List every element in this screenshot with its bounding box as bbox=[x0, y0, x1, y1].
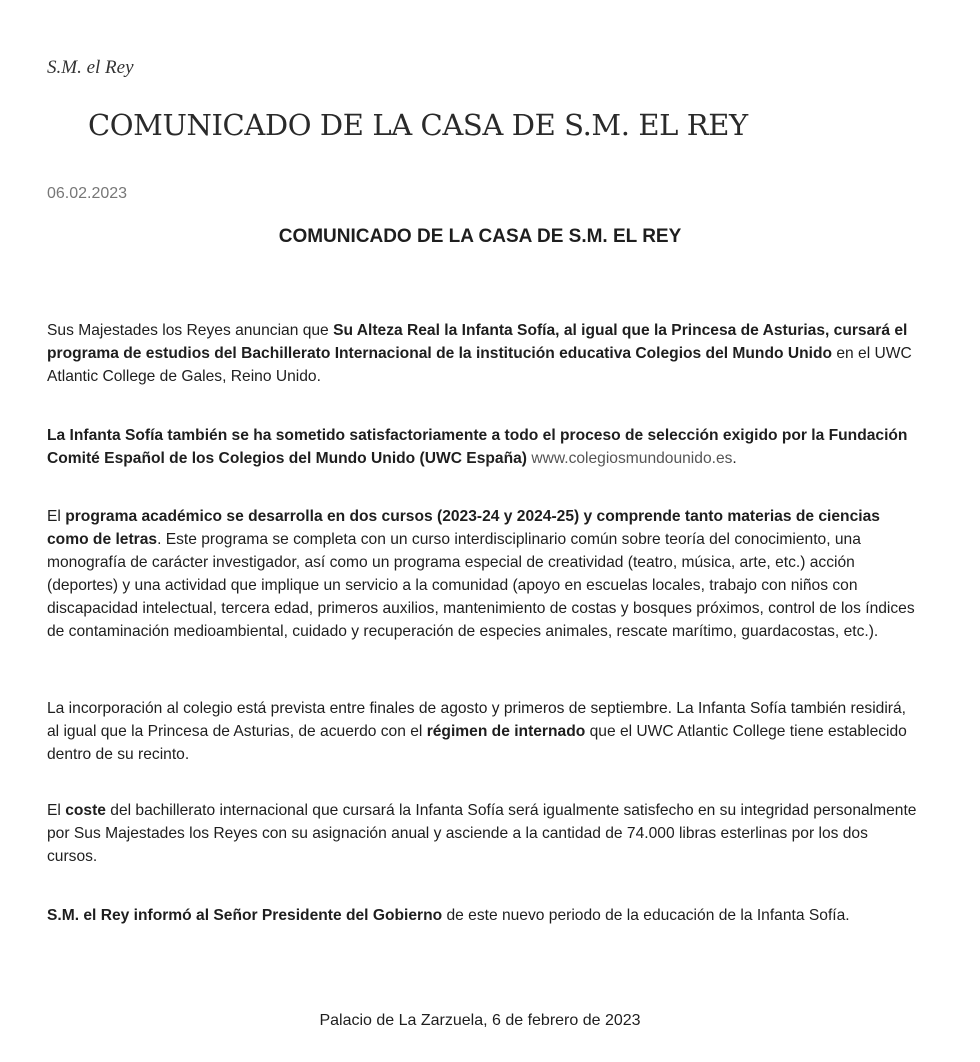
paragraph-bold: S.M. el Rey informó al Señor Presidente del Gobierno bbox=[47, 907, 443, 924]
paragraph-text: . bbox=[732, 450, 737, 467]
paragraph-government bbox=[47, 904, 917, 927]
page-title: COMUNICADO DE LA CASA DE S.M. EL REY bbox=[88, 108, 748, 142]
paragraph-text: Sus Majestades los Reyes anuncian que bbox=[47, 322, 334, 339]
paragraph-text: de este nuevo periodo de la educación de la Infanta Sofía. bbox=[442, 907, 850, 924]
publication-date: 06.02.2023 bbox=[47, 185, 128, 202]
paragraph-cost bbox=[47, 799, 917, 868]
signoff-place-date: Palacio de La Zarzuela, 6 de febrero de 2023 bbox=[319, 1012, 641, 1029]
section-kicker[interactable]: S.M. el Rey bbox=[47, 57, 134, 78]
paragraph-bold: La Infanta Sofía también se ha sometido satisfactoriamente a todo el proceso de selección exigido por la Fundación Comité Español de los Colegios del Mundo Unido (UWC España) bbox=[47, 427, 908, 467]
paragraph-bold: coste bbox=[65, 802, 106, 819]
paragraph-selection bbox=[47, 424, 917, 470]
paragraph-bold: régimen de internado bbox=[426, 723, 586, 740]
paragraph-enrollment bbox=[47, 697, 917, 766]
paragraph-text: del bachillerato internacional que cursará la Infanta Sofía será igualmente satisfecho en su integridad personalmente por Sus Majestades los Reyes con su asignación anual y asciende a la cantidad de 74.000 libras esterlinas por los dos cursos. bbox=[47, 802, 917, 865]
paragraph-announcement bbox=[47, 319, 917, 388]
paragraph-bold: Su Alteza Real la Infanta Sofía, al igual que la Princesa de Asturias, cursará el programa de estudios del Bachillerato Internacional de la institución educativa Colegios del Mundo Unido bbox=[47, 322, 908, 362]
article-subtitle: COMUNICADO DE LA CASA DE S.M. EL REY bbox=[278, 226, 682, 247]
paragraph-text: La incorporación al colegio está prevista entre finales de agosto y primeros de septiembre. La Infanta Sofía también residirá, al igual que la Princesa de Asturias, de acuerdo con el bbox=[47, 700, 907, 740]
paragraph-text: El bbox=[47, 508, 66, 525]
paragraph-text: que el UWC Atlantic College tiene establecido dentro de su recinto. bbox=[47, 723, 907, 763]
paragraph-text: en el UWC Atlantic College de Gales, Reino Unido. bbox=[47, 345, 912, 385]
paragraph-program bbox=[47, 505, 917, 643]
paragraph-text: El bbox=[47, 802, 66, 819]
paragraph-text: . Este programa se completa con un curso interdisciplinario común sobre teoría del conocimiento, una monografía de carácter investigador, así como un programa especial de creatividad (teatro, música, arte, etc.) acción (deportes) y una actividad que implique un servicio a la comunidad (apoyo en escuelas locales, trabajo con niños con discapacidad intelectual, tercera edad, primeros auxilios, mantenimiento de costas y bosques próximos, control de los índices de contaminación medioambiental, cuidado y recuperación de especies animales, rescate marítimo, guardacostas, etc.). bbox=[47, 531, 915, 640]
website-link[interactable]: www.colegiosmundounido.es bbox=[531, 450, 733, 467]
paragraph-bold: programa académico se desarrolla en dos cursos (2023-24 y 2024-25) y comprende tanto materias de ciencias como de letras bbox=[47, 508, 880, 548]
